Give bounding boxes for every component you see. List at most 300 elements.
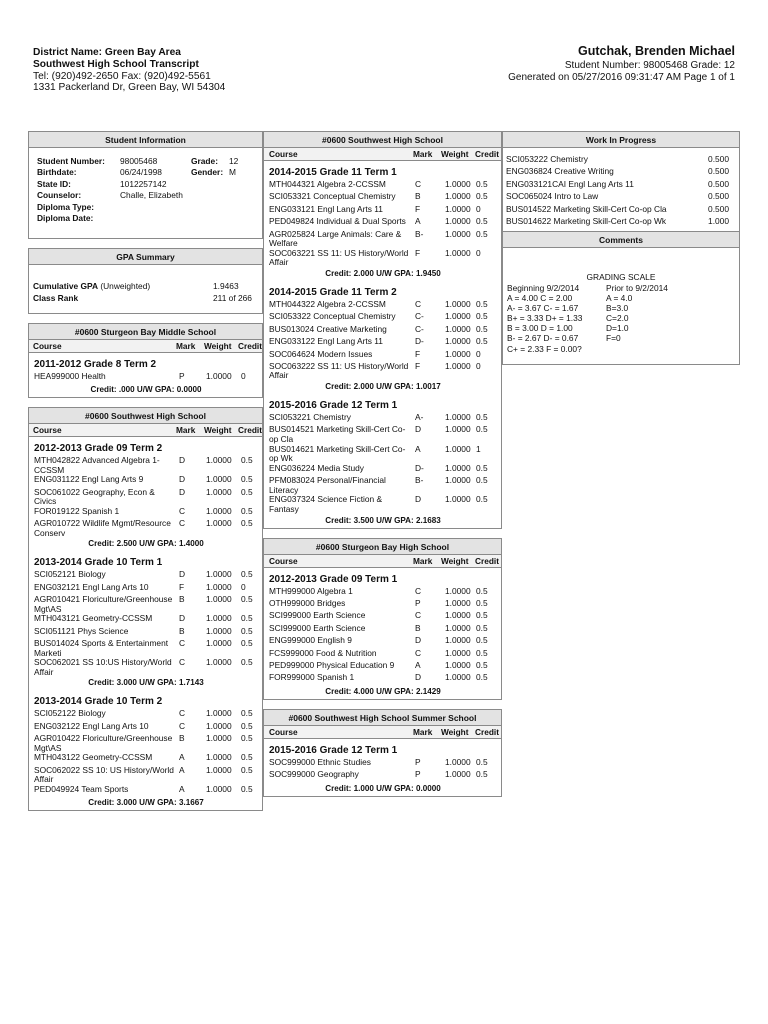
term-block	[29, 551, 262, 690]
grading-scale-table	[507, 283, 735, 354]
course-column-headers	[264, 148, 501, 161]
panel-title: GPA Summary	[29, 249, 262, 265]
course-weight: 1.0000	[206, 594, 232, 605]
column-header-mark: Mark	[176, 424, 196, 435]
course-weight: 1.0000	[445, 622, 471, 633]
counselor-label: Counselor:	[37, 190, 82, 201]
course-credit: 0.5	[241, 454, 253, 465]
term-credit-summary: Credit: 2.000 U/W GPA: 1.0017	[325, 382, 441, 392]
course-weight: 1.0000	[445, 179, 471, 189]
course-row	[34, 372, 258, 384]
course-mark: A	[415, 659, 421, 670]
course-credit: 0.5	[241, 625, 253, 636]
wip-item	[506, 190, 735, 202]
school-name: #0600 Southwest High School Summer School	[264, 710, 501, 726]
course-row	[34, 639, 258, 658]
course-name: FCS999000 Food & Nutrition	[269, 647, 377, 658]
course-name: SCI999000 Earth Science	[269, 622, 366, 633]
course-mark: C	[415, 585, 422, 596]
wip-course-credit: 0.500	[708, 191, 729, 202]
wip-course-name: ENG036824 Creative Writing	[506, 166, 614, 177]
panel-title: Work In Progress	[503, 132, 739, 148]
course-weight: 1.0000	[206, 638, 232, 649]
column-header-weight: Weight	[204, 340, 232, 351]
grading-scale-prior: Prior to 9/2/2014	[606, 282, 668, 293]
generated-date: Generated on 05/27/2016 09:31:47 AM Page 1 of 1	[508, 71, 735, 83]
student-information-panel	[28, 131, 263, 239]
course-mark: C	[415, 179, 422, 189]
course-weight: 1.0000	[445, 203, 471, 214]
course-name: AGR010722 Wildlife Mgmt/Resource Conserv	[34, 518, 171, 538]
grading-scale-current: Beginning 9/2/2014	[507, 282, 580, 293]
course-weight: 1.0000	[206, 569, 232, 580]
course-name: SCI051121 Phys Science	[34, 625, 129, 636]
student-number-grade: Student Number: 98005468 Grade: 12	[564, 59, 735, 71]
course-weight: 1.0000	[206, 474, 232, 485]
wip-course-name: ENG033121CAI Engl Lang Arts 11	[506, 178, 634, 189]
column-header-credit: Credit	[475, 726, 499, 737]
column-header-credit: Credit	[238, 424, 262, 435]
course-name: SOC064624 Modern Issues	[269, 348, 373, 359]
course-credit: 0.5	[476, 769, 488, 780]
course-name: FOR999000 Spanish 1	[269, 672, 355, 683]
wip-course-name: BUS014622 Marketing Skill-Cert Co-op Wk	[506, 215, 667, 226]
term-title: 2012-2013 Grade 09 Term 1	[269, 573, 398, 585]
school-name: #0600 Sturgeon Bay Middle School	[29, 324, 262, 340]
course-mark: C	[179, 505, 186, 516]
wip-course-credit: 1.000	[708, 215, 729, 226]
course-weight: 1.0000	[445, 247, 471, 258]
term-title: 2015-2016 Grade 12 Term 1	[269, 744, 398, 756]
middle-column	[263, 131, 502, 806]
course-name: ENG037324 Science Fiction & Fantasy	[269, 494, 383, 515]
course-mark: A	[179, 764, 185, 775]
course-weight: 1.0000	[445, 311, 471, 322]
course-mark: D	[179, 454, 186, 465]
grading-scale-current: A- = 3.67 C- = 1.67	[507, 302, 579, 313]
course-row	[269, 445, 497, 464]
course-mark: B-	[415, 228, 424, 239]
course-credit: 0.5	[476, 635, 488, 646]
course-weight: 1.0000	[445, 659, 471, 670]
course-weight: 1.0000	[445, 672, 471, 683]
course-row	[34, 456, 258, 475]
term-title: 2013-2014 Grade 10 Term 1	[34, 557, 163, 569]
course-credit: 0	[476, 360, 481, 371]
course-credit: 0	[476, 247, 481, 258]
student-number-label: Student Number:	[37, 156, 105, 166]
course-name: SOC061022 Geography, Econ & Civics	[34, 486, 155, 507]
course-mark: C	[179, 518, 186, 529]
course-column-headers	[264, 726, 501, 739]
course-credit: 0.5	[476, 216, 488, 227]
column-header-mark: Mark	[176, 340, 196, 351]
grading-scale-row	[507, 303, 735, 313]
course-mark: F	[179, 581, 185, 592]
course-mark: C	[415, 610, 422, 621]
course-credit: 0.5	[476, 179, 488, 189]
course-weight: 1.0000	[445, 360, 471, 371]
course-name: SOC063221 SS 11: US History/World Affair	[269, 247, 409, 268]
course-row	[269, 337, 497, 349]
course-name: ENG032121 Engl Lang Arts 10	[34, 581, 149, 592]
course-credit: 0.5	[476, 191, 488, 202]
course-name: MTH043122 Geometry-CCSSM	[34, 752, 153, 763]
grading-scale-row	[507, 344, 735, 354]
grading-scale-prior: A = 4.0	[606, 292, 633, 303]
course-row	[269, 192, 497, 204]
course-mark: B-	[415, 475, 424, 486]
school-address: 1331 Packerland Dr, Green Bay, WI 54304	[33, 82, 226, 94]
term-block	[264, 161, 501, 281]
column-header-mark: Mark	[413, 726, 433, 737]
grading-scale-title: GRADING SCALE	[586, 272, 656, 283]
column-header-credit: Credit	[238, 340, 262, 351]
comments-section	[503, 248, 739, 364]
grading-scale-prior: F=0	[606, 333, 621, 344]
term-title: 2014-2015 Grade 11 Term 1	[269, 167, 397, 178]
course-row	[34, 753, 258, 765]
wip-course-name: SCI053222 Chemistry	[506, 154, 588, 164]
counselor-value: Challe, Elizabeth	[120, 190, 183, 201]
course-weight: 1.0000	[445, 323, 471, 334]
course-name: BUS014521 Marketing Skill-Cert Co-op Cla	[269, 424, 406, 445]
course-credit: 0.5	[476, 336, 488, 347]
course-name: BUS014024 Sports & Entertainment Marketi	[34, 638, 169, 658]
course-mark: C	[179, 708, 186, 719]
grading-scale-prior: D=1.0	[606, 323, 629, 334]
course-weight: 1.0000	[206, 733, 232, 744]
school-name: #0600 Southwest High School	[29, 408, 262, 424]
student-number-value: 98005468	[120, 156, 158, 166]
course-row	[269, 217, 497, 229]
course-weight: 1.0000	[206, 708, 232, 719]
column-header-course: Course	[269, 726, 298, 737]
course-mark: D-	[415, 336, 424, 347]
course-mark: A-	[415, 412, 424, 423]
course-credit: 0.5	[476, 412, 488, 423]
course-name: MTH999000 Algebra 1	[269, 585, 353, 596]
course-credit: 0.5	[476, 610, 488, 621]
course-name: FOR019122 Spanish 1	[34, 505, 120, 516]
course-row	[34, 734, 258, 753]
course-row	[269, 476, 497, 495]
course-weight: 1.0000	[445, 494, 471, 505]
course-mark: C	[179, 657, 186, 668]
course-credit: 0.5	[476, 311, 488, 322]
transcript-header-right	[508, 46, 735, 83]
course-row	[269, 230, 497, 249]
term-block	[264, 394, 501, 528]
course-row	[34, 475, 258, 487]
course-weight: 1.0000	[206, 505, 232, 516]
grade-label: Grade:	[191, 156, 218, 166]
term-credit-summary: Credit: 2.500 U/W GPA: 1.4000	[88, 539, 204, 549]
term-block	[264, 739, 501, 796]
course-row	[34, 658, 258, 677]
course-name: SCI052122 Biology	[34, 708, 106, 719]
course-name: MTH044321 Algebra 2-CCSSM	[269, 179, 386, 189]
term-credit-summary: Credit: 3.000 U/W GPA: 3.1667	[88, 798, 204, 808]
course-weight: 1.0000	[206, 370, 232, 381]
wip-course-name: BUS014522 Marketing Skill-Cert Co-op Cla	[506, 203, 667, 214]
course-weight: 1.0000	[445, 228, 471, 239]
course-mark: F	[415, 348, 421, 359]
course-name: ENG033122 Engl Lang Arts 11	[269, 336, 383, 347]
term-credit-summary: Credit: 3.000 U/W GPA: 1.7143	[88, 678, 204, 688]
course-credit: 0.5	[241, 518, 253, 529]
course-weight: 1.0000	[445, 191, 471, 202]
term-block	[29, 353, 262, 397]
course-name: SCI999000 Earth Science	[269, 610, 366, 621]
course-mark: P	[415, 769, 421, 780]
course-credit: 0	[241, 581, 246, 592]
course-weight: 1.0000	[206, 454, 232, 465]
state-id-label: State ID:	[37, 178, 71, 189]
term-block	[264, 568, 501, 699]
course-weight: 1.0000	[206, 720, 232, 731]
student-name: Gutchak, Brenden Michael	[578, 44, 735, 58]
term-credit-summary: Credit: 3.500 U/W GPA: 2.1683	[325, 515, 441, 525]
course-row	[34, 570, 258, 582]
wip-course-credit: 0.500	[708, 154, 729, 164]
course-name: ENG031122 Engl Lang Arts 9	[34, 474, 144, 485]
course-row	[34, 785, 258, 797]
course-mark: C	[179, 720, 186, 731]
course-credit: 0.5	[241, 638, 253, 649]
wip-item	[506, 203, 735, 215]
course-column-headers	[29, 340, 262, 353]
course-weight: 1.0000	[206, 764, 232, 775]
course-row	[269, 362, 497, 381]
course-weight: 1.0000	[206, 486, 232, 497]
term-title: 2011-2012 Grade 8 Term 2	[34, 358, 157, 370]
course-credit: 0.5	[241, 657, 253, 668]
left-column	[28, 131, 263, 820]
course-mark: F	[415, 360, 421, 371]
grading-scale-current: B+ = 3.33 D+ = 1.33	[507, 313, 583, 324]
course-credit: 0.5	[241, 783, 253, 794]
course-credit: 0	[476, 348, 481, 359]
course-credit: 0.5	[241, 720, 253, 731]
course-row	[269, 249, 497, 268]
course-name: HEA999000 Health	[34, 370, 106, 381]
course-name: ENG036224 Media Study	[269, 462, 364, 473]
course-row	[269, 673, 497, 685]
course-name: ENG033121 Engl Lang Arts 11	[269, 203, 383, 214]
grading-scale-prior: B=3.0	[606, 302, 629, 313]
panel-title: Student Information	[29, 132, 262, 148]
course-mark: B	[179, 733, 185, 744]
birthdate-label: Birthdate:	[37, 167, 77, 178]
course-credit: 1	[476, 443, 481, 454]
comments-title: Comments	[503, 231, 739, 248]
course-row	[269, 312, 497, 324]
course-weight: 1.0000	[445, 585, 471, 596]
course-mark: A	[415, 443, 421, 454]
course-weight: 1.0000	[206, 752, 232, 763]
school-name: #0600 Sturgeon Bay High School	[264, 539, 501, 555]
course-mark: P	[415, 598, 421, 608]
course-weight: 1.0000	[445, 598, 471, 608]
gpa-summary-panel	[28, 248, 263, 313]
column-header-course: Course	[269, 555, 298, 566]
course-credit: 0.5	[476, 585, 488, 596]
term-credit-summary: Credit: 1.000 U/W GPA: 0.0000	[325, 783, 441, 793]
school-name: #0600 Southwest High School	[264, 132, 501, 148]
course-mark: C-	[415, 323, 424, 334]
cumulative-gpa-label: Cumulative GPA	[33, 281, 98, 292]
course-weight: 1.0000	[445, 756, 471, 767]
course-mark: P	[179, 370, 185, 381]
course-mark: D	[415, 494, 422, 505]
state-id-value: 1012257142	[120, 178, 167, 189]
course-mark: D-	[415, 462, 424, 473]
column-header-course: Course	[33, 340, 62, 351]
course-credit: 0.5	[476, 756, 488, 767]
wip-item	[506, 215, 735, 227]
course-weight: 1.0000	[206, 518, 232, 529]
district-name: District Name: Green Bay Area	[33, 47, 181, 58]
course-credit: 0.5	[476, 647, 488, 658]
grading-scale-row	[507, 323, 735, 333]
course-weight: 1.0000	[206, 783, 232, 794]
course-mark: C-	[415, 311, 424, 322]
wip-item	[506, 178, 735, 190]
course-name: SOC999000 Ethnic Studies	[269, 756, 371, 767]
course-weight: 1.0000	[445, 635, 471, 646]
course-mark: D	[179, 474, 186, 485]
school-panel	[263, 131, 502, 529]
course-name: PED049924 Team Sports	[34, 783, 129, 794]
school-transcript-title: Southwest High School Transcript	[33, 58, 199, 70]
course-name: PED999000 Physical Education 9	[269, 659, 395, 670]
course-name: MTH042822 Advanced Algebra 1-CCSSM	[34, 454, 160, 475]
course-mark: C	[415, 647, 422, 658]
column-header-course: Course	[269, 149, 298, 159]
wip-item	[506, 153, 735, 165]
course-weight: 1.0000	[445, 610, 471, 621]
course-mark: D	[415, 424, 422, 435]
course-name: PFM083024 Personal/Financial Literacy	[269, 475, 386, 495]
gender-value: M	[229, 167, 236, 178]
course-credit: 0.5	[241, 752, 253, 763]
course-name: ENG999000 English 9	[269, 635, 352, 646]
column-header-weight: Weight	[441, 149, 469, 159]
course-weight: 1.0000	[445, 424, 471, 435]
class-rank-label: Class Rank	[33, 292, 79, 303]
school-panel	[263, 538, 502, 700]
course-row	[34, 595, 258, 614]
course-weight: 1.0000	[206, 613, 232, 624]
course-mark: B	[415, 191, 421, 202]
course-name: SCI053221 Chemistry	[269, 412, 351, 423]
course-name: PED049824 Individual & Dual Sports	[269, 216, 406, 227]
grading-scale-row	[507, 283, 735, 293]
course-credit: 0.5	[241, 486, 253, 497]
school-phone-fax: Tel: (920)492-2650 Fax: (920)492-5561	[33, 70, 211, 82]
term-block	[29, 437, 262, 551]
term-title: 2015-2016 Grade 12 Term 1	[269, 400, 398, 412]
course-credit: 0.5	[476, 323, 488, 334]
course-credit: 0.5	[241, 708, 253, 719]
course-weight: 1.0000	[206, 657, 232, 668]
course-weight: 1.0000	[445, 443, 471, 454]
grading-scale-current: B- = 2.67 D- = 0.67	[507, 333, 579, 344]
course-mark: D	[179, 486, 186, 497]
course-name: BUS013024 Creative Marketing	[269, 323, 387, 334]
course-credit: 0	[241, 370, 246, 381]
school-panel	[28, 407, 263, 811]
course-mark: C	[415, 298, 422, 309]
term-title: 2012-2013 Grade 09 Term 2	[34, 442, 163, 454]
course-row	[269, 495, 497, 514]
course-column-headers	[29, 424, 262, 437]
course-credit: 0.5	[476, 622, 488, 633]
course-row	[34, 488, 258, 507]
school-panel	[28, 323, 263, 398]
right-column	[502, 131, 740, 365]
gender-label: Gender:	[191, 167, 224, 178]
course-weight: 1.0000	[445, 647, 471, 658]
course-credit: 0.5	[476, 475, 488, 486]
course-name: MTH043121 Geometry-CCSSM	[34, 613, 153, 624]
column-header-mark: Mark	[413, 149, 433, 159]
grading-scale-row	[507, 333, 735, 343]
wip-course-credit: 0.500	[708, 166, 729, 177]
grading-scale-row	[507, 313, 735, 323]
cumulative-gpa-value: 1.9463	[213, 281, 239, 292]
course-name: SOC062022 SS 10: US History/World Affair	[34, 764, 174, 785]
course-credit: 0.5	[241, 505, 253, 516]
course-credit: 0.5	[241, 613, 253, 624]
diploma-date-label: Diploma Date:	[37, 212, 94, 223]
wip-item	[506, 165, 735, 177]
course-mark: F	[415, 247, 421, 258]
diploma-type-label: Diploma Type:	[37, 201, 95, 212]
grading-scale-prior: C=2.0	[606, 313, 629, 324]
course-weight: 1.0000	[445, 336, 471, 347]
course-credit: 0.5	[476, 424, 488, 435]
course-mark: F	[415, 203, 421, 214]
course-mark: D	[415, 672, 422, 683]
course-row	[269, 611, 497, 623]
course-name: SOC063222 SS 11: US History/World Affair	[269, 360, 409, 381]
course-credit: 0.5	[476, 672, 488, 683]
course-credit: 0.5	[476, 659, 488, 670]
course-name: SOC999000 Geography	[269, 769, 359, 780]
course-name: OTH999000 Bridges	[269, 598, 346, 608]
column-header-mark: Mark	[413, 555, 433, 566]
course-mark: D	[179, 613, 186, 624]
grade-value: 12	[229, 156, 239, 166]
course-mark: A	[179, 752, 185, 763]
course-weight: 1.0000	[445, 412, 471, 423]
course-name: SCI053322 Conceptual Chemistry	[269, 311, 396, 322]
course-mark: B	[415, 622, 421, 633]
term-block	[264, 281, 501, 394]
column-header-weight: Weight	[204, 424, 232, 435]
course-name: MTH044322 Algebra 2-CCSSM	[269, 298, 386, 309]
term-title: 2014-2015 Grade 11 Term 2	[269, 286, 397, 298]
course-credit: 0.5	[241, 764, 253, 775]
course-name: AGR010422 Floriculture/Greenhouse Mgt\AS	[34, 733, 173, 753]
term-credit-summary: Credit: .000 U/W GPA: 0.0000	[90, 384, 202, 394]
course-row	[34, 519, 258, 538]
course-credit: 0.5	[241, 594, 253, 605]
grading-scale-current: B = 3.00 D = 1.00	[507, 323, 573, 334]
course-mark: P	[415, 756, 421, 767]
